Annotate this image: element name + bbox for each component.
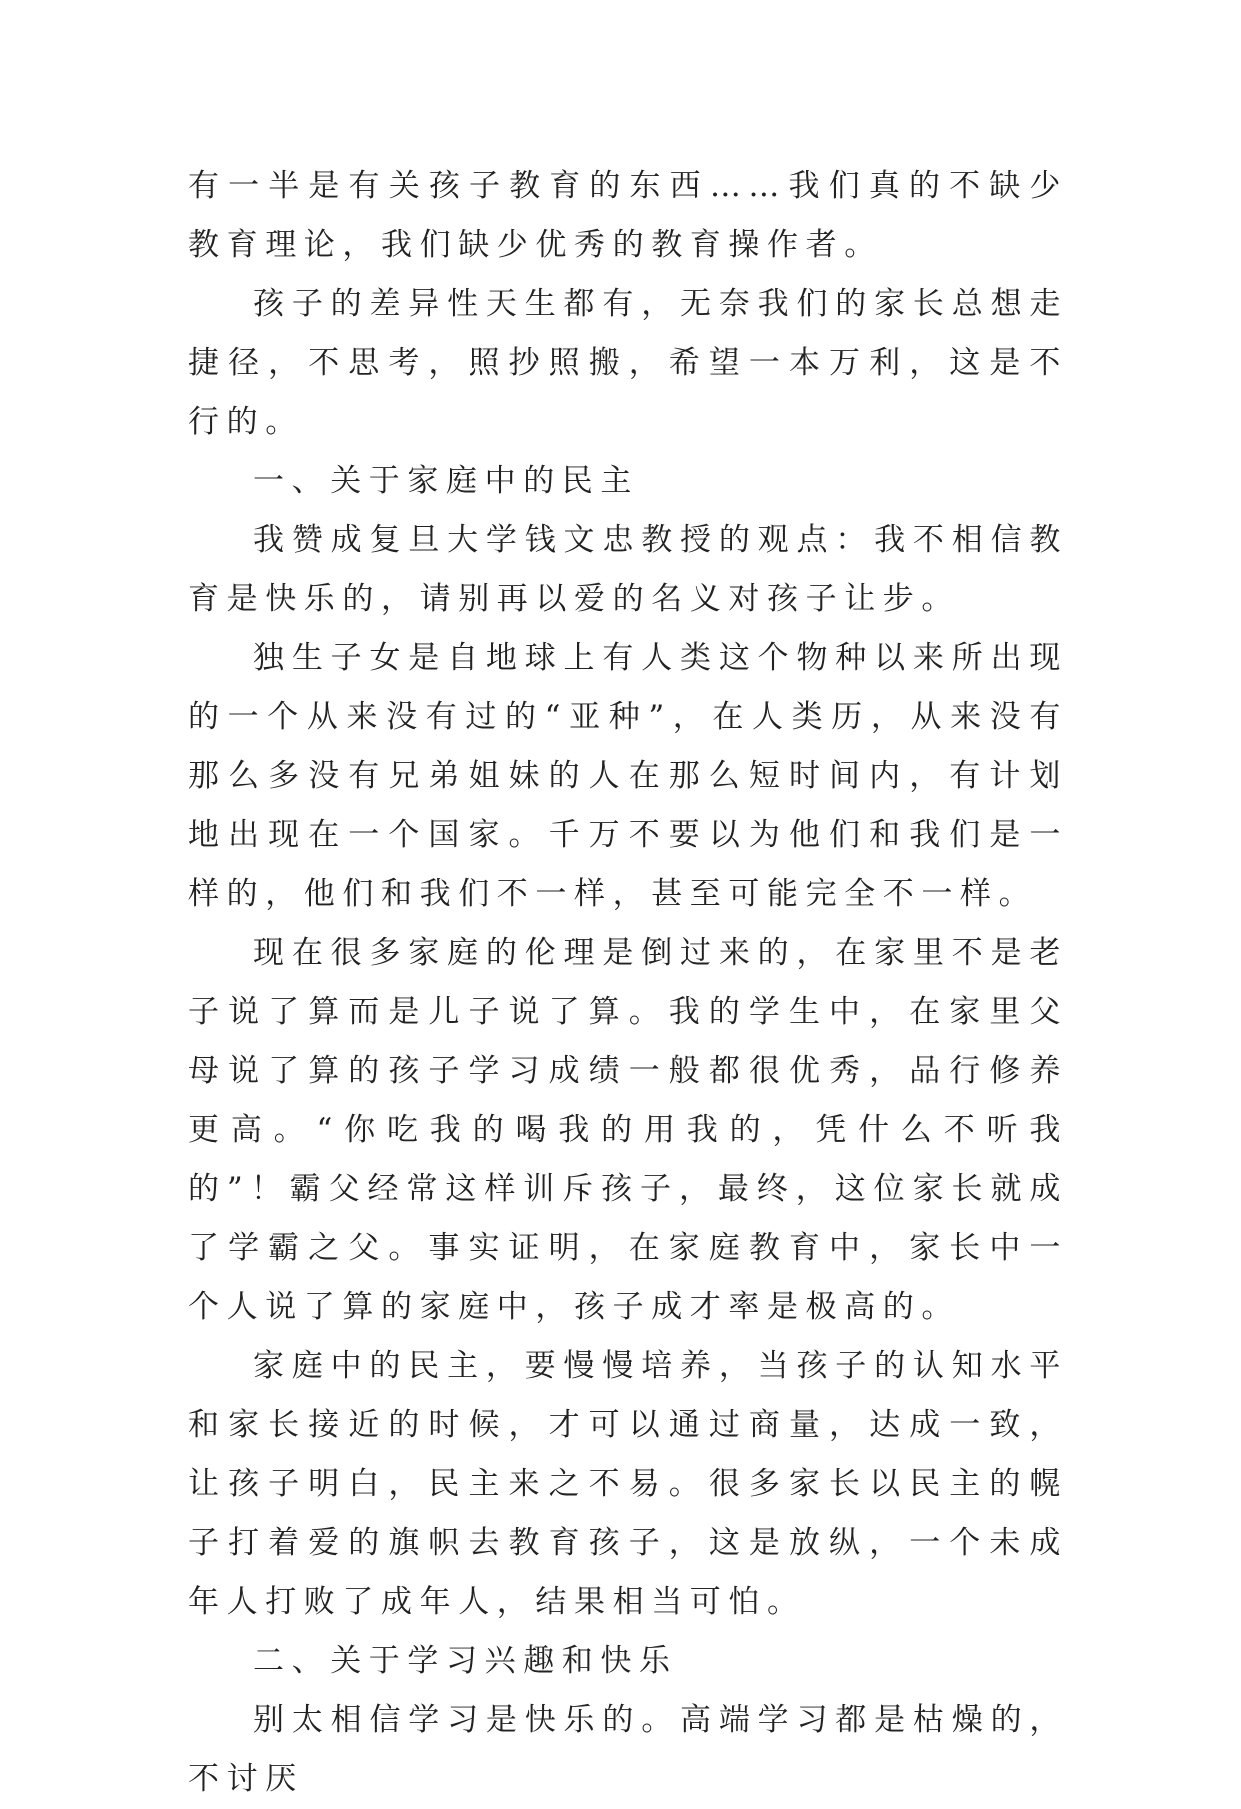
paragraph-child-differences: 孩子的差异性天生都有，无奈我们的家长总想走捷径，不思考，照抄照搬，希望一本万利，这是不行的。 (188, 286, 1068, 440)
paragraph-learning-not-fun: 别太相信学习是快乐的。高端学习都是枯燥的，不讨厌 (188, 1702, 1068, 1797)
paragraph-family-ethics: 现在很多家庭的伦理是倒过来的，在家里不是老子说了算而是儿子说了算。我的学生中，在家里父母说了算的孩子学习成绩一般都很优秀，品行修养更高。“你吃我的喝我的用我的，凭什么不听我的”！霸父经常这样训斥孩子，最终，这位家长就成了学霸之父。事实证明，在家庭教育中，家长中一个人说了算的家庭中，孩子成才率是极高的。 (188, 935, 1068, 1325)
paragraph-qian-wenzhong-view: 我赞成复旦大学钱文忠教授的观点：我不相信教育是快乐的，请别再以爱的名义对孩子让步。 (188, 522, 1068, 617)
section-heading-learning-interest: 二、关于学习兴趣和快乐 (253, 1643, 678, 1679)
document-body (188, 157, 1068, 1809)
paragraph-democracy-cultivation: 家庭中的民主，要慢慢培养，当孩子的认知水平和家长接近的时候，才可以通过商量，达成一致，让孩子明白，民主来之不易。很多家长以民主的幌子打着爱的旗帜去教育孩子，这是放纵，一个未成年人打败了成年人，结果相当可怕。 (188, 1348, 1068, 1620)
paragraph-continuation: 有一半是有关孩子教育的东西……我们真的不缺少教育理论，我们缺少优秀的教育操作者。 (188, 168, 1068, 263)
section-heading-family-democracy: 一、关于家庭中的民主 (253, 463, 639, 499)
paragraph-only-children: 独生子女是自地球上有人类这个物种以来所出现的一个从来没有过的“亚种”，在人类历，从来没有那么多没有兄弟姐妹的人在那么短时间内，有计划地出现在一个国家。千万不要以为他们和我们是一样的，他们和我们不一样，甚至可能完全不一样。 (188, 640, 1068, 912)
